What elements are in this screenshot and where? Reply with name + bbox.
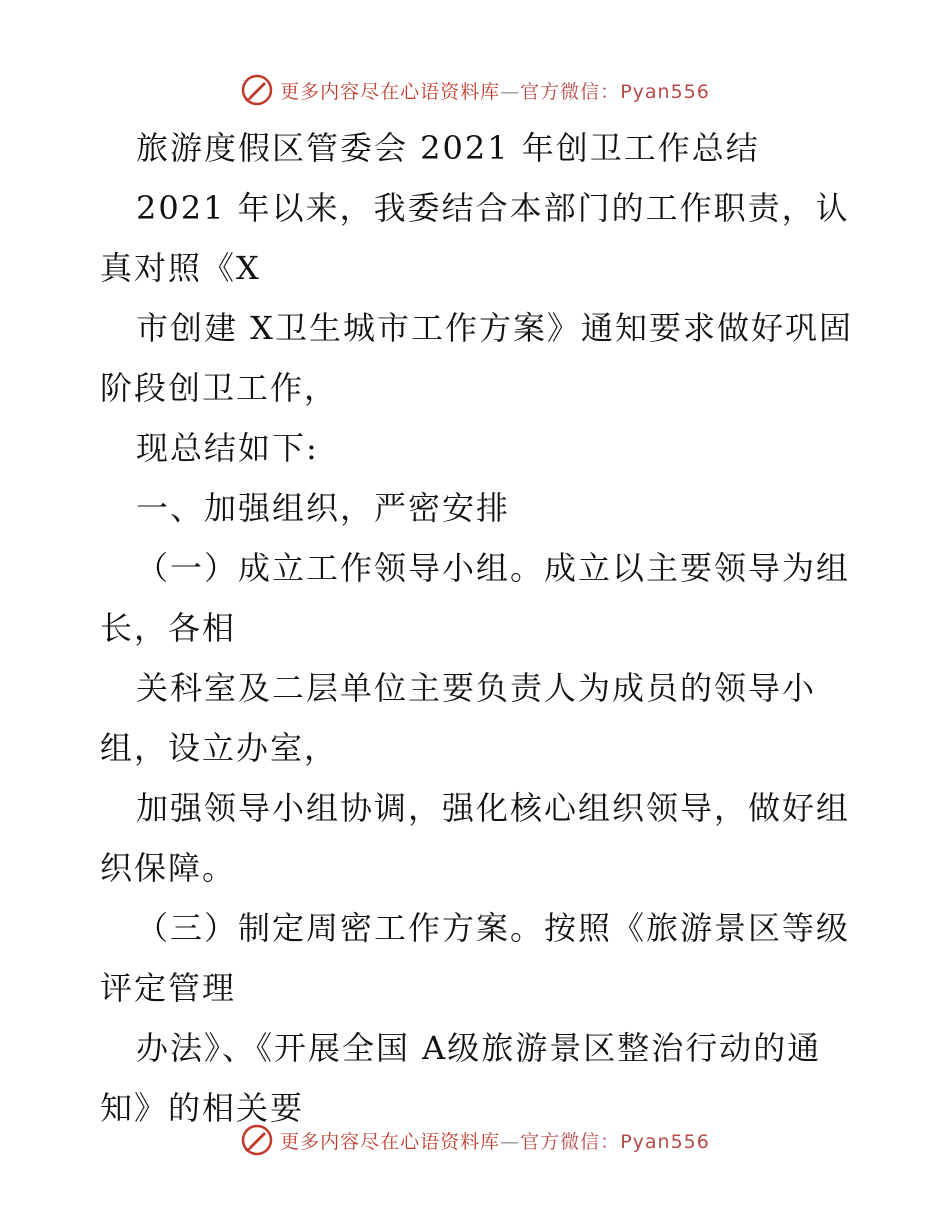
banner-wechat-label: 官方微信：: [520, 1130, 621, 1153]
paragraph: 现总结如下:: [136, 429, 319, 467]
quill-logo-icon: [240, 73, 274, 107]
paragraph: （三）制定周密工作方案。按照《旅游景区等级评定管理: [100, 909, 851, 1007]
top-banner: [0, 70, 950, 110]
paragraph: 市创建 X卫生城市工作方案》通知要求做好巩固阶段创卫工作，: [100, 309, 853, 407]
paragraph: 2021 年以来，我委结合本部门的工作职责，认真对照《X: [100, 189, 850, 287]
banner-main-text: 更多内容尽在心语资料库: [280, 80, 501, 103]
bottom-banner: [0, 1120, 950, 1160]
banner-wechat-label: 官方微信：: [520, 80, 621, 103]
paragraph: 关科室及二层单位主要负责人为成员的领导小组，设立办室，: [100, 669, 817, 767]
banner-wechat-id: Pyan556: [620, 1130, 710, 1153]
paragraph: 办法》、《开展全国 A级旅游景区整治行动的通知》的相关要: [100, 1029, 822, 1127]
quill-logo-icon: [240, 1123, 274, 1157]
banner-wechat-id: Pyan556: [620, 80, 710, 103]
doc-title: 旅游度假区管委会 2021 年创卫工作总结: [136, 129, 760, 167]
banner-text: [280, 1127, 710, 1154]
section-heading: 一、加强组织，严密安排: [136, 489, 511, 527]
document-body: [100, 118, 860, 1138]
banner-dash: —: [500, 1130, 521, 1153]
banner-dash: —: [500, 80, 521, 103]
paragraph: （一）成立工作领导小组。成立以主要领导为组长，各相: [100, 549, 851, 647]
banner-main-text: 更多内容尽在心语资料库: [280, 1130, 501, 1153]
paragraph: 加强领导小组协调，强化核心组织领导，做好组织保障。: [100, 789, 851, 887]
banner-text: [280, 77, 710, 104]
